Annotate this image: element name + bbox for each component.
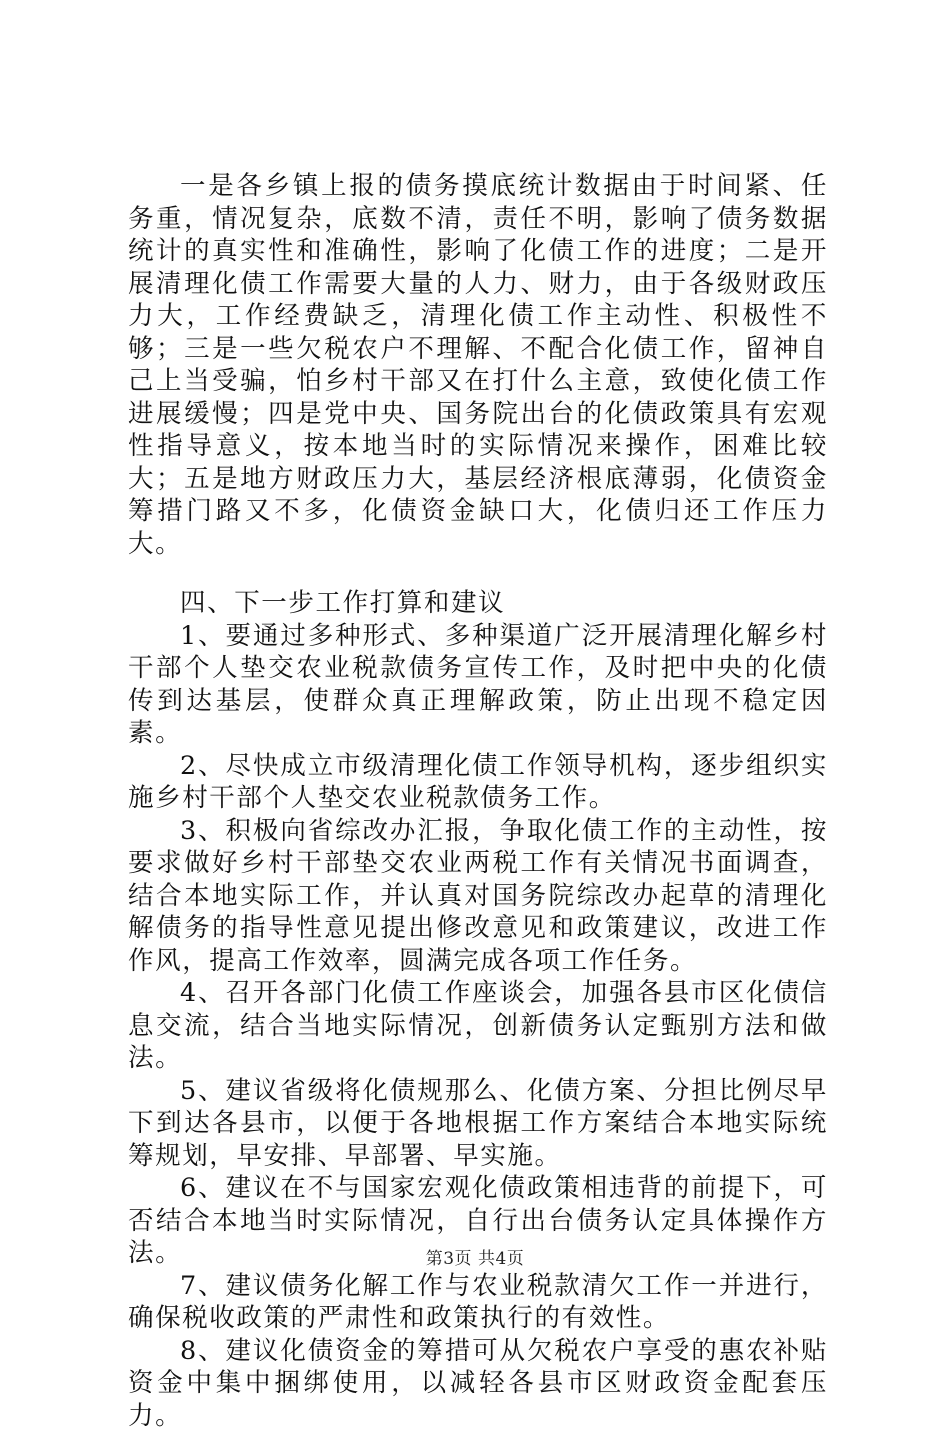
list-item-3: 3、积极向省综改办汇报，争取化债工作的主动性，按要求做好乡村干部垫交农业两税工作有关情况书面调查，结合本地实际工作，并认真对国务院综改办起草的清理化解债务的指导性意见提出修改意见和政策建议，改进工作作风，提高工作效率，圆满完成各项工作任务。 xyxy=(128,815,828,978)
list-item-8: 8、建议化债资金的筹措可从欠税农户享受的惠农补贴资金中集中捆绑使用，以减轻各县市区财政资金配套压力。 xyxy=(128,1335,828,1432)
section-heading: 四、下一步工作打算和建议 xyxy=(128,587,828,620)
intro-paragraph: 一是各乡镇上报的债务摸底统计数据由于时间紧、任务重，情况复杂，底数不清，责任不明，影响了债务数据统计的真实性和准确性，影响了化债工作的进度；二是开展清理化债工作需要大量的人力、财力，由于各级财政压力大，工作经费缺乏，清理化债工作主动性、积极性不够；三是一些欠税农户不理解、不配合化债工作，留神自己上当受骗，怕乡村干部又在打什么主意，致使化债工作进展缓慢；四是党中央、国务院出台的化债政策具有宏观性指导意义，按本地当时的实际情况来操作，困难比较大；五是地方财政压力大，基层经济根底薄弱，化债资金筹措门路又不多，化债资金缺口大，化债归还工作压力大。 xyxy=(128,170,828,560)
list-item-2: 2、尽快成立市级清理化债工作领导机构，逐步组织实施乡村干部个人垫交农业税款债务工作。 xyxy=(128,750,828,815)
list-item-4: 4、召开各部门化债工作座谈会，加强各县市区化债信息交流，结合当地实际情况，创新债务认定甄别方法和做法。 xyxy=(128,977,828,1075)
list-item-6: 6、建议在不与国家宏观化债政策相违背的前提下，可否结合本地当时实际情况，自行出台债务认定具体操作方法。 xyxy=(128,1172,828,1270)
paragraph-spacer xyxy=(128,560,828,587)
document-body xyxy=(128,170,828,1432)
list-item-7: 7、建议债务化解工作与农业税款清欠工作一并进行，确保税收政策的严肃性和政策执行的有效性。 xyxy=(128,1270,828,1335)
list-item-1: 1、要通过多种形式、多种渠道广泛开展清理化解乡村干部个人垫交农业税款债务宣传工作，及时把中央的化债传到达基层，使群众真正理解政策，防止出现不稳定因素。 xyxy=(128,620,828,750)
list-item-5: 5、建议省级将化债规那么、化债方案、分担比例尽早下到达各县市，以便于各地根据工作方案结合本地实际统筹规划，早安排、早部署、早实施。 xyxy=(128,1075,828,1173)
page-number-footer: 第3页 共4页 xyxy=(0,1248,950,1270)
